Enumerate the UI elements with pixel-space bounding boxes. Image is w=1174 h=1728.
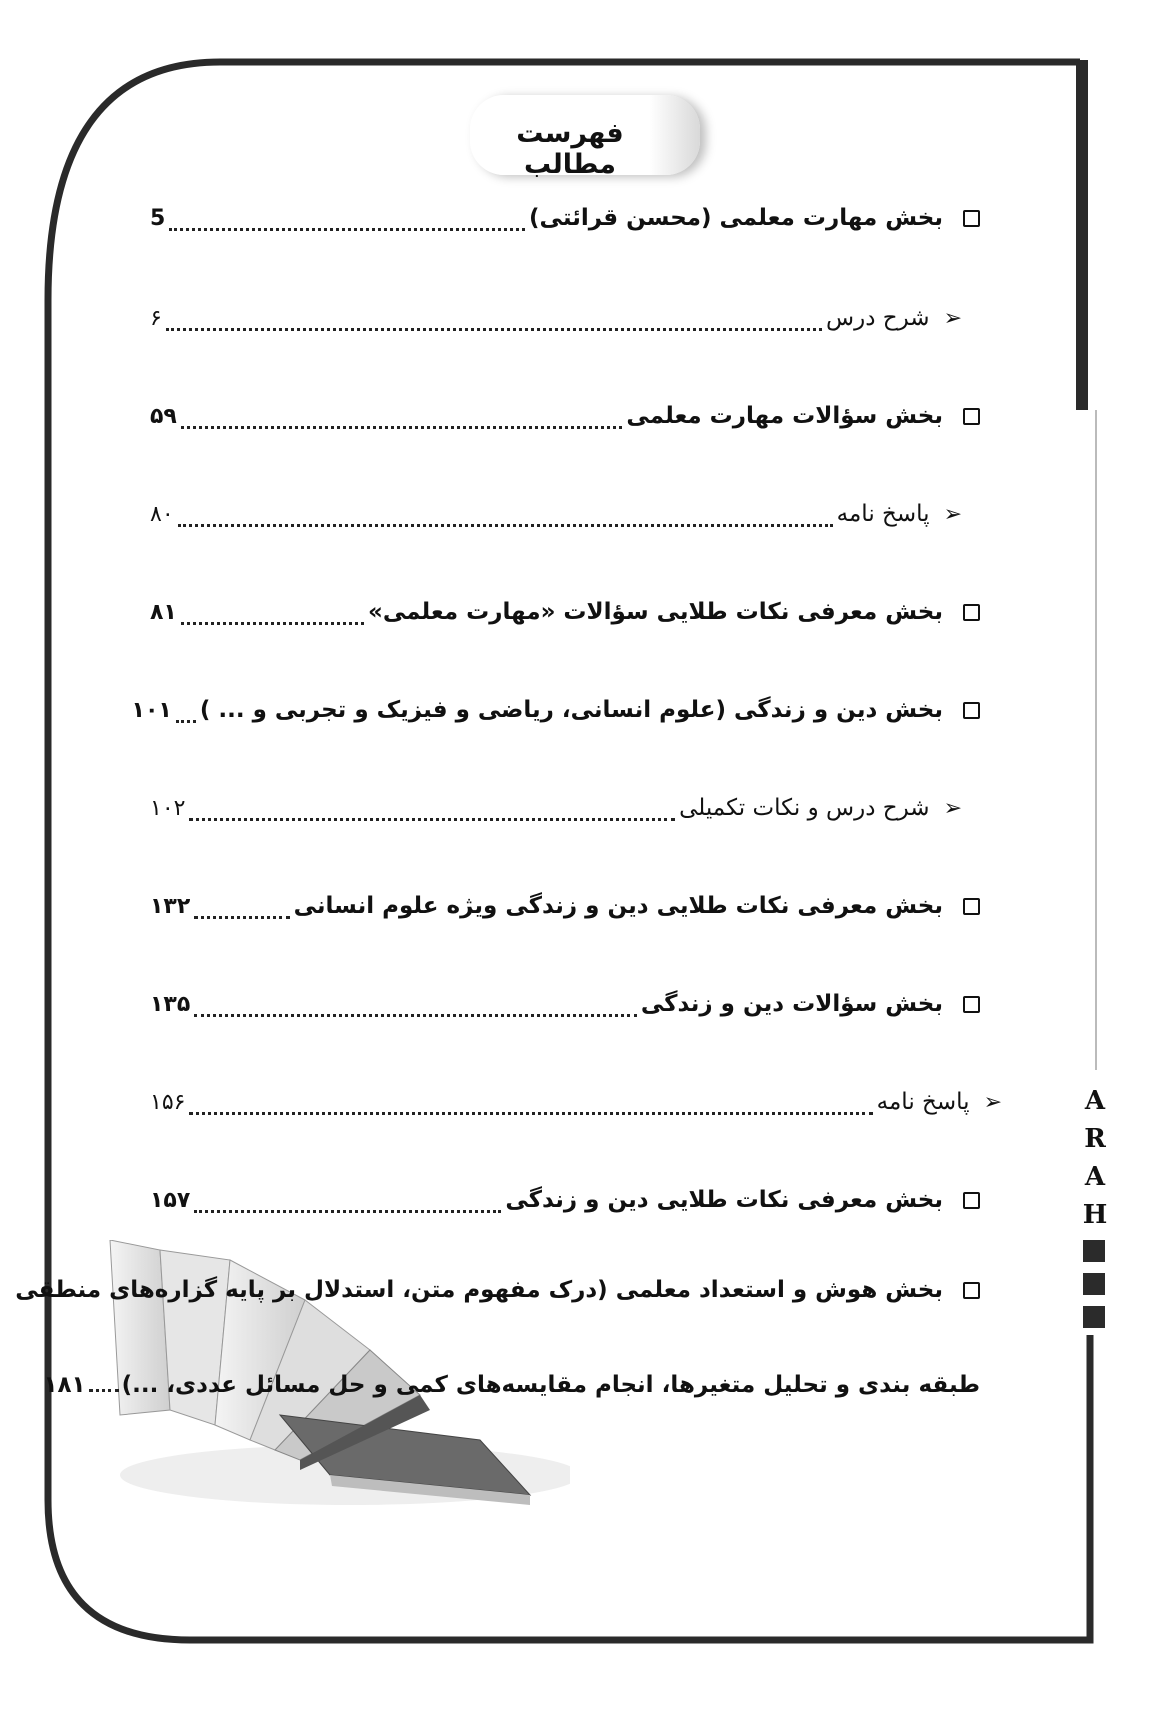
page-number: ۵۹: [150, 403, 177, 429]
checkbox-icon: [963, 210, 980, 227]
side-letter: H: [1082, 1200, 1108, 1230]
dot-leader: [181, 404, 623, 429]
side-letter: A: [1084, 1086, 1106, 1116]
entry-title: بخش معرفی نکات طلایی دین و زندگی ویژه علوم انسانی: [293, 893, 943, 919]
page-title: فهرست مطالب: [516, 118, 624, 180]
dot-leader: [89, 1389, 119, 1392]
dot-leader: [169, 206, 525, 231]
page-number: ۱۳۲: [150, 893, 191, 919]
dot-leader: [176, 698, 196, 723]
toc-entry: [150, 1178, 980, 1222]
entry-title: بخش سؤالات مهارت معلمی: [626, 403, 943, 429]
checkbox-icon: [963, 996, 980, 1013]
page-number: ۱۵۶: [150, 1089, 186, 1115]
checkbox-icon: [963, 408, 980, 425]
dot-leader: [189, 1090, 872, 1115]
page-number: ۱۵۷: [150, 1187, 191, 1213]
dot-leader: [194, 1188, 501, 1213]
toc-entry: [15, 1268, 980, 1312]
side-square: [1083, 1306, 1105, 1328]
page-number: ۱۰۲: [150, 795, 186, 821]
dot-leader: [189, 796, 675, 821]
toc-entry: [150, 1080, 1002, 1124]
arrowhead-icon: ➢: [943, 795, 962, 821]
arrowhead-icon: ➢: [943, 501, 962, 527]
arrowhead-icon: ➢: [983, 1089, 1002, 1115]
page-number: ۱۰۱: [131, 697, 172, 723]
page-number: ۸۱: [150, 599, 177, 625]
entry-title: بخش هوش و استعداد معلمی (درک مفهوم متن، استدلال بر پایه گزاره‌های منطقی: [15, 1277, 943, 1303]
toc-entry: [150, 296, 962, 340]
page-number: ۱۳۵: [150, 991, 191, 1017]
side-logo-letters: [1080, 1082, 1110, 1234]
dot-leader: [194, 894, 289, 919]
checkbox-icon: [963, 702, 980, 719]
toc-entry: [131, 688, 980, 732]
toc-entry: [150, 786, 962, 830]
dot-leader: [178, 502, 833, 527]
page-number: 5: [150, 205, 166, 231]
entry-title: بخش معرفی نکات طلایی سؤالات «مهارت معلمی»: [367, 599, 943, 625]
dot-leader: [194, 992, 637, 1017]
checkbox-icon: [963, 604, 980, 621]
dot-leader: [166, 306, 822, 331]
toc-entry: [150, 196, 980, 240]
checkbox-icon: [963, 1282, 980, 1299]
entry-title: بخش معرفی نکات طلایی دین و زندگی: [505, 1187, 943, 1213]
entry-title: پاسخ نامه: [836, 501, 930, 527]
toc-entry: [150, 884, 980, 928]
entry-title: بخش دین و زندگی (علوم انسانی، ریاضی و فیزیک و تجربی و ... ): [199, 697, 943, 723]
entry-title: بخش مهارت معلمی (محسن قرائتی): [529, 205, 943, 231]
side-letter: R: [1084, 1124, 1106, 1154]
side-letter: A: [1084, 1162, 1106, 1192]
page-number: ۶: [150, 305, 162, 331]
checkbox-icon: [963, 898, 980, 915]
toc-entry: [150, 982, 980, 1026]
entry-title: شرح درس و نکات تکمیلی: [679, 795, 930, 821]
page-number: ۱۸۱: [43, 1372, 86, 1398]
page-number: ۸۰: [150, 501, 174, 527]
side-square: [1083, 1240, 1105, 1262]
side-square: [1083, 1273, 1105, 1295]
toc-entry: [150, 394, 980, 438]
entry-title: طبقه بندی و تحلیل متغیرها، انجام مقایسه‌های کمی و حل مسائل عددی، ...): [121, 1372, 980, 1398]
toc-entry: [150, 492, 962, 536]
arrowhead-icon: ➢: [943, 305, 962, 331]
entry-title: پاسخ نامه: [876, 1089, 970, 1115]
toc-entry: [150, 590, 980, 634]
entry-title: شرح درس: [826, 305, 930, 331]
dot-leader: [181, 600, 364, 625]
entry-title: بخش سؤالات دین و زندگی: [640, 991, 943, 1017]
checkbox-icon: [963, 1192, 980, 1209]
toc-entry-continuation: [43, 1372, 980, 1398]
